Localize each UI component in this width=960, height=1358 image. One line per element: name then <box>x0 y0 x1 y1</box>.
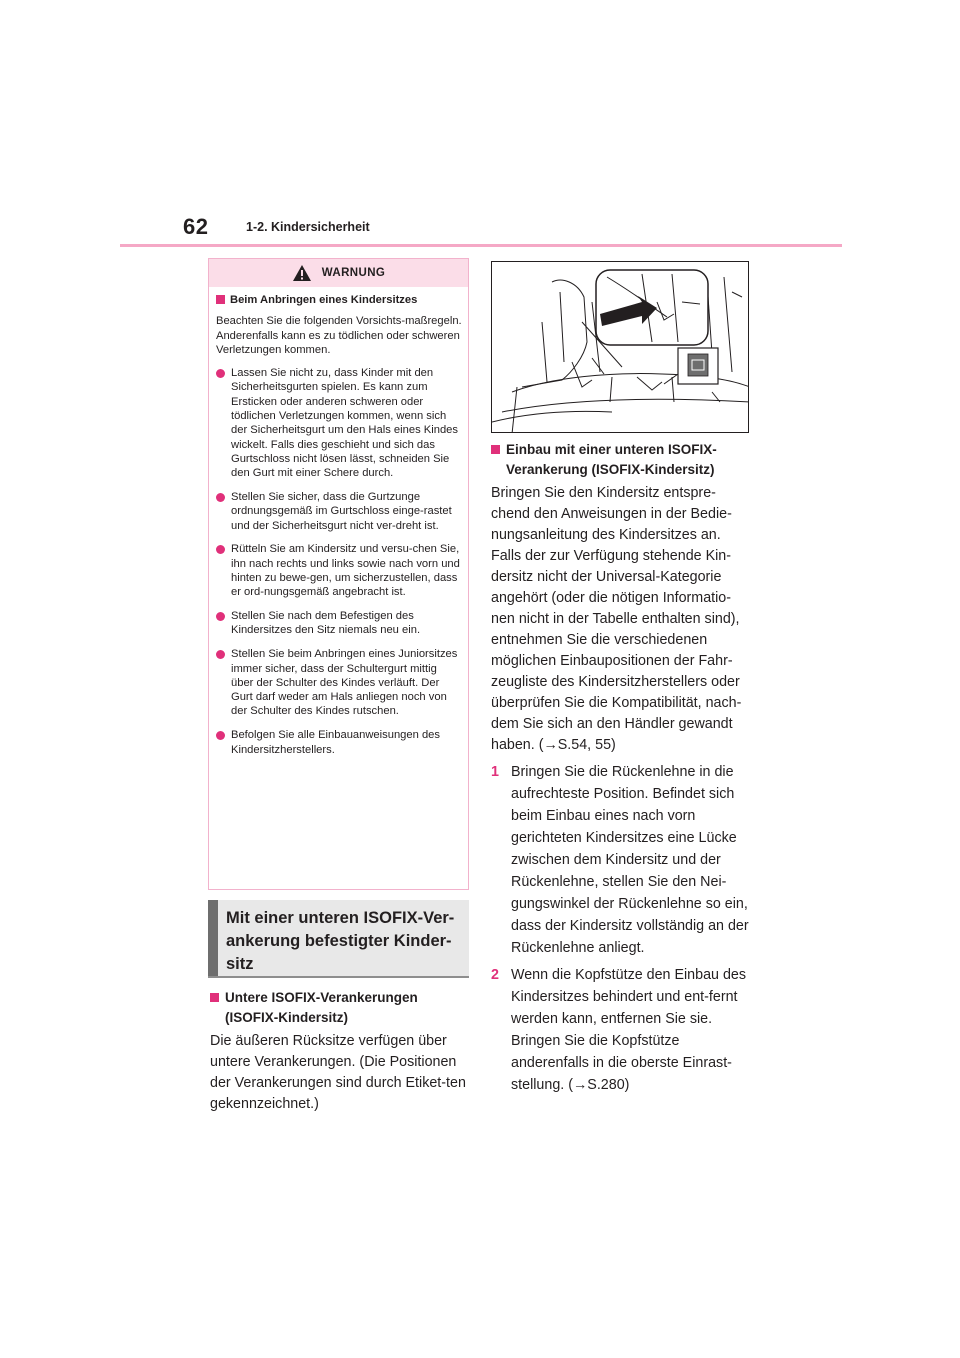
bullet-dot-icon <box>216 545 225 554</box>
right-paragraph: Bringen Sie den Kindersitz entspre-chend den Anweisungen in der Bedie-nungsanleitung des Kindersitzes an. Falls der zur Verfügung stehende Kin-dersitz nicht der Universal-Kategorie angehört (oder die nötigen Informatio-nen nicht in der Tabelle enthalten sind), entnehmen Sie die verschiedenen möglichen Einbaupositionen der Fahr-zeugliste des Kindersitzherstellers oder überprüfen Sie die Kompatibilität, nach-dem Sie sich an den Händler gewandt haben. (→S.54, 55) <box>491 485 742 753</box>
warning-item-text: Stellen Sie nach dem Befestigen des Kindersitzes den Sitz niemals neu ein. <box>231 610 421 637</box>
square-bullet-icon <box>491 445 500 454</box>
left-column <box>210 988 472 1115</box>
square-bullet-icon <box>216 295 225 304</box>
section-heading <box>208 900 469 978</box>
step-text: Bringen Sie die Rückenlehne in die aufrechteste Position. Befindet sich beim Einbau eines nach vorn gerichteten Kindersitzes eine Lücke zwischen dem Kindersitz und der Rückenlehne, stellen Sie den Nei-gungswinkel der Rückenlehne so ein, dass der Kindersitz vollständig an der Rückenlehne anliegt. <box>511 764 749 956</box>
bullet-dot-icon <box>216 493 225 502</box>
warning-item <box>216 647 462 718</box>
bullet-dot-icon <box>216 731 225 740</box>
warning-item-text: Stellen Sie sicher, dass die Gurtzunge ordnungsgemäß im Gurtschloss einge-rastet und der Sicherheitsgurt nicht ver-dreht ist. <box>231 491 452 532</box>
warning-intro: Beachten Sie die folgenden Vorsichts-maßregeln. Anderenfalls kann es zu tödlichen oder schweren Verletzungen kommen. <box>216 315 462 356</box>
right-subheading <box>491 440 753 480</box>
warning-item <box>216 366 462 480</box>
warning-item-text: Stellen Sie beim Anbringen eines Juniorsitzes immer sicher, dass der Schultergurt mittig über der Schulter des Kindes verläuft. Der Gurt darf weder am Hals anliegen noch von der Schulter des Kindes rutschen. <box>231 648 458 718</box>
warning-item <box>216 728 462 757</box>
isofix-seat-illustration <box>491 261 749 433</box>
header-rule <box>120 244 842 247</box>
section-heading-text: Mit einer unteren ISOFIX-Ver-ankerung befestigter Kinder-sitz <box>226 909 455 973</box>
warning-item <box>216 542 462 599</box>
left-subheading <box>210 988 472 1028</box>
warning-label: WARNUNG <box>321 267 386 279</box>
step-number: 1 <box>491 764 499 780</box>
step-item <box>491 964 753 1096</box>
right-column <box>491 440 753 1096</box>
step-text: Wenn die Kopfstütze den Einbau des Kindersitzes behindert und ent-fernt werden kann, entfernen Sie sie. Bringen Sie die Kopfstütze anderenfalls in die oberste Einrast-stellung. (→S.280) <box>511 967 747 1093</box>
warning-item-text: Lassen Sie nicht zu, dass Kinder mit den Sicherheitsgurten spielen. Es kann zum Ersticken oder anderen schweren oder tödlichen Verletzungen kommen, wenn sich der Sicherheitsgurt um den Hals eines Kindes wickelt. Falls dies geschieht und sich das Gurtschloss nicht lösen lässt, schneiden Sie den Gurt mit einer Schere durch. <box>231 367 458 480</box>
square-bullet-icon <box>210 993 219 1002</box>
section-heading-bar <box>208 900 218 976</box>
bullet-dot-icon <box>216 612 225 621</box>
step-number: 2 <box>491 967 499 983</box>
bullet-dot-icon <box>216 369 225 378</box>
warning-item-text: Befolgen Sie alle Einbauanweisungen des Kindersitzherstellers. <box>231 729 440 756</box>
right-subheading-text: Einbau mit einer unteren ISOFIX-Verankerung (ISOFIX-Kindersitz) <box>506 442 717 477</box>
warning-triangle-icon <box>292 264 312 282</box>
warning-body <box>209 287 468 757</box>
left-subheading-text: Untere ISOFIX-Verankerungen (ISOFIX-Kindersitz) <box>225 990 418 1025</box>
warning-item <box>216 609 462 638</box>
bullet-dot-icon <box>216 650 225 659</box>
warning-box <box>208 258 469 890</box>
chapter-title: 1-2. Kindersicherheit <box>246 220 370 234</box>
left-paragraph: Die äußeren Rücksitze verfügen über untere Verankerungen. (Die Positionen der Verankerungen sind durch Etiket-ten gekennzeichnet.) <box>210 1033 466 1112</box>
warning-item-text: Rütteln Sie am Kindersitz und versu-chen Sie, ihn nach rechts und links sowie nach vorn und hinten zu bewe-gen, um sicherzustellen, dass er ord-nungsgemäß angebracht ist. <box>231 543 460 599</box>
warning-title-text: Beim Anbringen eines Kindersitzes <box>230 294 418 306</box>
rear-seat-drawing <box>492 262 749 433</box>
warning-item <box>216 490 462 533</box>
warning-title <box>216 293 462 307</box>
warning-header <box>209 259 468 287</box>
page-number: 62 <box>183 214 209 239</box>
step-item <box>491 761 753 959</box>
